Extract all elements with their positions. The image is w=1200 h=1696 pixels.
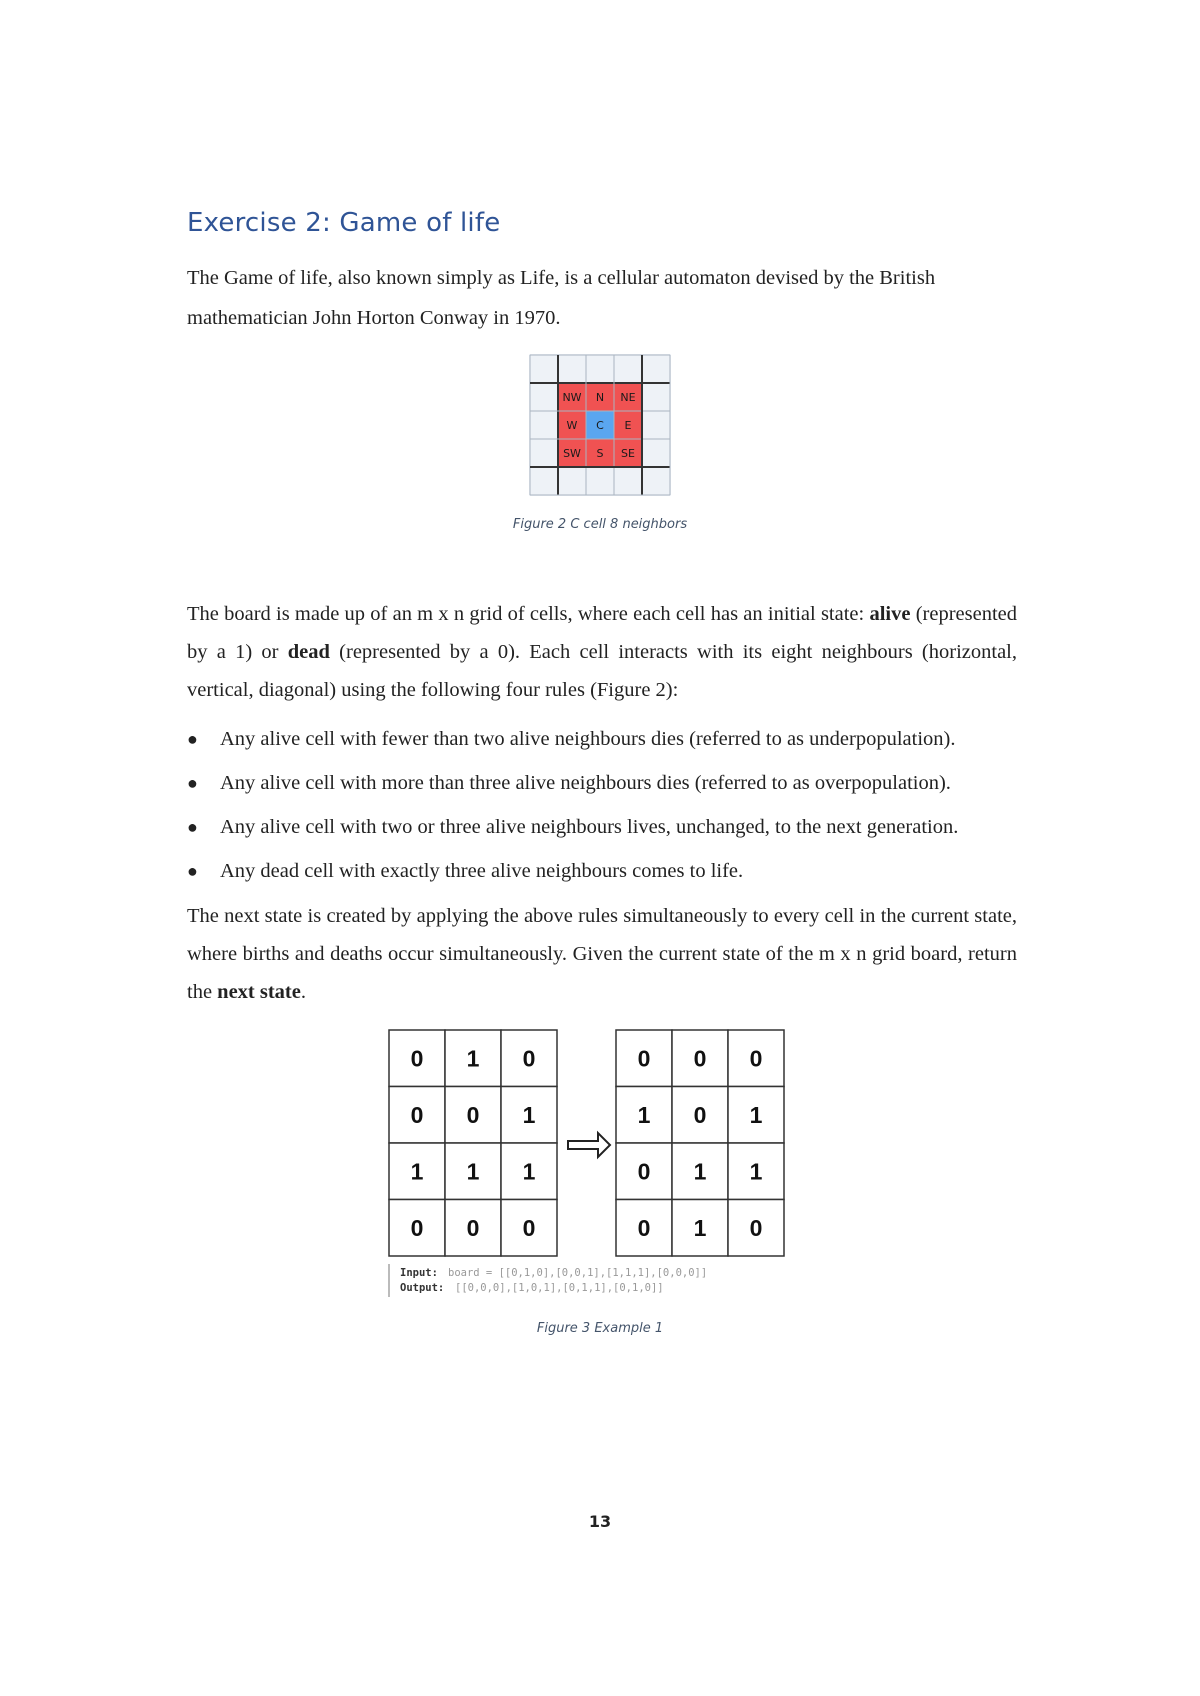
neighbor-label: W	[566, 419, 578, 432]
neighbor-label: E	[624, 419, 632, 432]
matrix-value: 0	[637, 1158, 651, 1185]
matrix-value: 1	[749, 1101, 763, 1128]
matrix-value: 0	[522, 1045, 536, 1072]
matrix-value: 0	[693, 1045, 707, 1072]
matrix-value: 1	[522, 1101, 536, 1128]
matrix-value: 1	[466, 1045, 480, 1072]
example-output-label: Output:	[400, 1282, 445, 1294]
neighbor-label: NE	[620, 391, 636, 404]
next-state-term: next state	[217, 981, 301, 1003]
matrix-value: 1	[693, 1158, 707, 1185]
example-input-value: board = [[0,1,0],[0,0,1],[1,1,1],[0,0,0]]	[448, 1267, 708, 1279]
neighbor-label: S	[596, 447, 604, 460]
bullet-icon: ●	[187, 817, 198, 837]
bullet-icon: ●	[187, 773, 198, 793]
output-board	[616, 1030, 784, 1256]
arrow-right-icon	[568, 1133, 610, 1157]
matrix-value: 0	[749, 1214, 763, 1241]
figure-3-caption: Figure 3 Example 1	[536, 1321, 664, 1336]
matrix-value: 1	[522, 1158, 536, 1185]
neighbor-label: SE	[621, 447, 635, 460]
intro-paragraph: The Game of life, also known simply as Life, is a cellular automaton devised by the British mathematician John Horton Conway in 1970.	[187, 267, 936, 329]
list-item: ● Any alive cell with two or three alive neighbours lives, unchanged, to the next generation.	[187, 805, 1017, 849]
matrix-value: 1	[410, 1158, 424, 1185]
exercise-heading: Exercise 2: Game of life	[187, 208, 501, 238]
matrix-value: 1	[693, 1214, 707, 1241]
example-input-label: Input:	[400, 1267, 438, 1279]
matrix-value: 0	[410, 1101, 424, 1128]
matrix-value: 0	[522, 1214, 536, 1241]
alive-term: alive	[869, 603, 911, 625]
bullet-icon: ●	[187, 861, 198, 881]
matrix-value: 0	[693, 1101, 707, 1128]
neighbor-label: C	[596, 419, 604, 432]
matrix-value: 0	[466, 1214, 480, 1241]
example-figure	[388, 1029, 788, 1301]
matrix-value: 0	[410, 1214, 424, 1241]
input-board	[389, 1030, 557, 1256]
matrix-value: 0	[749, 1045, 763, 1072]
figure-reference: Figure 2	[596, 679, 666, 701]
dead-term: dead	[287, 641, 330, 663]
neighbor-label: NW	[562, 391, 582, 404]
neighbors-figure	[529, 354, 671, 496]
rules-list	[187, 717, 1017, 893]
list-item: ● Any alive cell with more than three alive neighbours dies (referred to as overpopulation).	[187, 761, 1017, 805]
figure-2-caption: Figure 2 C cell 8 neighbors	[512, 517, 688, 532]
matrix-value: 1	[637, 1101, 651, 1128]
neighbor-label: N	[595, 391, 605, 404]
list-item: ● Any dead cell with exactly three alive neighbours comes to life.	[187, 849, 1017, 893]
matrix-value: 0	[637, 1214, 651, 1241]
matrix-value: 0	[410, 1045, 424, 1072]
matrix-value: 1	[749, 1158, 763, 1185]
matrix-value: 1	[466, 1158, 480, 1185]
bullet-icon: ●	[187, 729, 198, 749]
neighbors-labels	[562, 391, 635, 460]
neighbor-label: SW	[563, 447, 581, 460]
page-number: 13	[588, 1512, 612, 1531]
matrix-value: 0	[466, 1101, 480, 1128]
matrix-value: 0	[637, 1045, 651, 1072]
board-paragraph: The board is made up of an m x n grid of cells, where each cell has an initial state: alive (represented by a 1) or dead (represented by a 0). Each cell interacts with its eight neighbours (horizontal, vertical, diagonal) using the following four rules (Figure 2):	[187, 603, 1017, 701]
list-item: ● Any alive cell with fewer than two alive neighbours dies (referred to as underpopulation).	[187, 717, 1017, 761]
example-output-value: [[0,0,0],[1,0,1],[0,1,1],[0,1,0]]	[455, 1282, 664, 1294]
next-state-paragraph: The next state is created by applying the above rules simultaneously to every cell in the current state, where births and deaths occur simultaneously. Given the current state of the m x n grid board, return the next state.	[187, 905, 1017, 1003]
